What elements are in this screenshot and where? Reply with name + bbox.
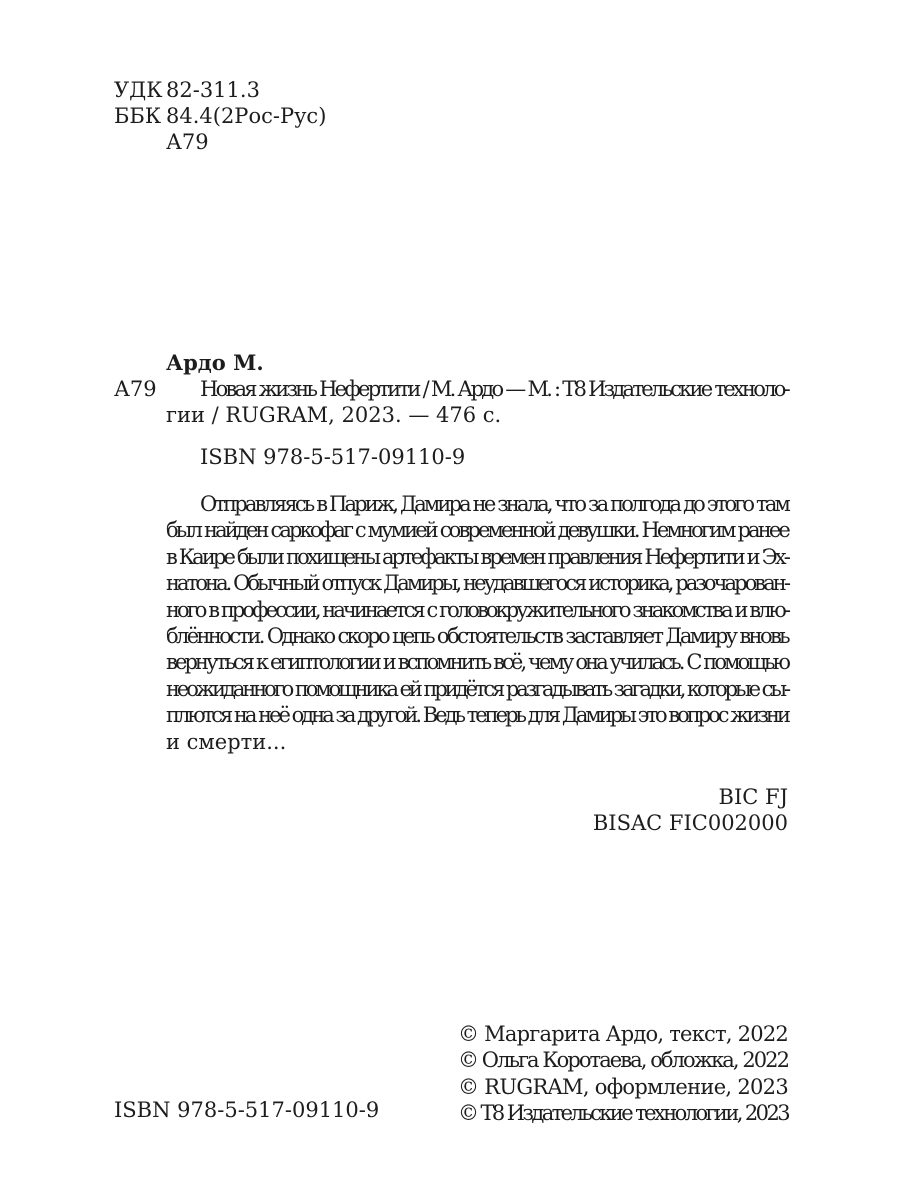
bbk-label: ББК [114,104,162,128]
copyright-line: © RUGRAM, оформление, 2023 [458,1074,788,1099]
bisac-code: BISAC FIC002000 [592,811,788,835]
bic-code: BIC FJ [718,785,788,809]
author-heading: Ардо М. [166,350,264,375]
title-description [166,376,788,429]
copyright-line: © Т8 Издательские технологии, 2023 [458,1101,788,1126]
title-line: Новая жизнь Нефертити / М. Ардо — М. : Т8 Издательские техноло- [200,377,788,401]
bbk-value: 84.4(2Рос-Рус) [166,104,327,128]
copyright-line: © Маргарита Ардо, текст, 2022 [458,1022,788,1046]
copyright-line: © Ольга Коротаева, обложка, 2022 [458,1048,788,1073]
author-mark-side: А79 [114,377,157,401]
annotation-line: ного в профессии, начинается с головокружительного знакомства и влю- [166,597,788,622]
isbn-card: ISBN 978-5-517-09110-9 [200,445,466,469]
annotation-line: неожиданного помощника ей придётся разгадывать загадки, которые сы- [166,676,788,701]
author-mark-top: А79 [166,130,209,154]
bbk-line [114,104,326,128]
annotation-line: вернуться к египтологии и вспомнить всё, чему она училась. С помощью [166,650,788,675]
annotation [166,491,788,755]
title-line: гии / RUGRAM, 2023. — 476 с. [166,403,502,428]
annotation-line: плются на неё одна за другой. Ведь теперь для Дамиры это вопрос жизни [166,703,788,728]
udk-line [114,78,260,102]
isbn-footer: ISBN 978-5-517-09110-9 [114,1098,380,1122]
annotation-line: в Каире были похищены артефакты времен правления Нефертити и Эх- [166,544,788,569]
udk-value: 82-311.3 [166,78,260,102]
annotation-line: натона. Обычный отпуск Дамиры, неудавшегося историка, разочарован- [166,571,788,596]
annotation-line: Отправляясь в Париж, Дамира не знала, что за полгода до этого там [200,492,788,516]
annotation-line: блённости. Однако скоро цепь обстоятельств заставляет Дамиру вновь [166,623,788,648]
annotation-line: и смерти... [166,729,287,754]
udk-label: УДК [114,78,163,102]
annotation-line: был найден саркофаг с мумией современной девушки. Немногим ранее [166,518,788,543]
copyright-block [458,1021,788,1127]
